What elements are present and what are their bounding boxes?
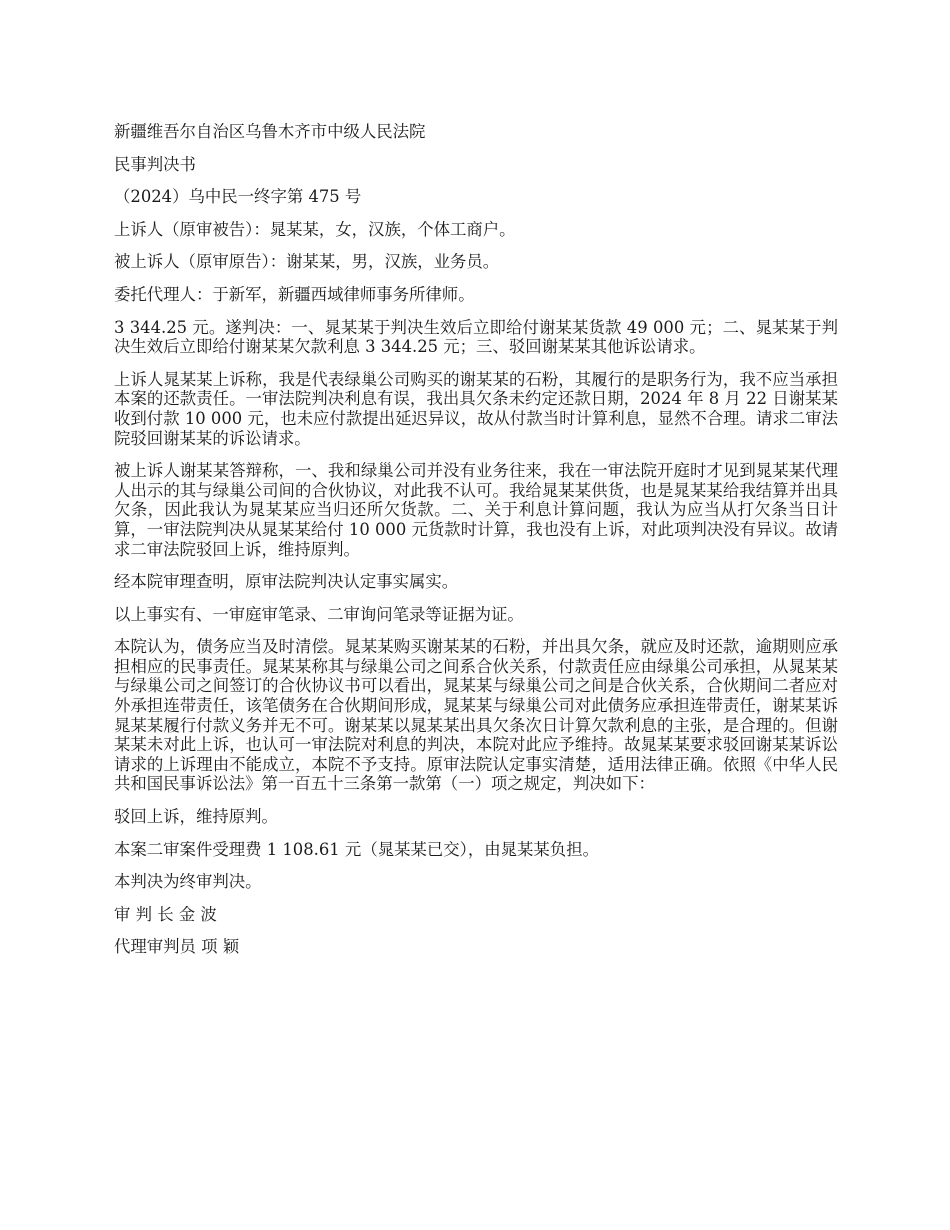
document-type: 民事判决书 <box>114 154 196 174</box>
court-fees: 本案二审案件受理费 1 108.61 元（晁某某已交），由晁某某负担。 <box>114 839 599 859</box>
first-instance-ruling: 3 344.25 元。遂判决：一、晁某某于判决生效后立即给付谢某某货款 49 000 元；二、晁某某于判决生效后立即给付谢某某欠款利息 3 344.25 元；三、驳回谢某某其他诉讼请求。 <box>114 317 838 357</box>
agent-info: 委托代理人：于新军，新疆西域律师事务所律师。 <box>114 284 475 304</box>
case-number: （2024）乌中民一终字第 475 号 <box>114 187 362 207</box>
facts-found: 经本院审理查明，原审法院判决认定事实属实。 <box>114 572 459 592</box>
appellee-info: 被上诉人（原审原告）：谢某某，男，汉族，业务员。 <box>114 252 500 272</box>
appellant-info: 上诉人（原审被告）：晁某某，女，汉族，个体工商户。 <box>114 219 516 239</box>
appellee-defense: 被上诉人谢某某答辩称，一、我和绿巢公司并没有业务往来，我在一审法院开庭时才见到晁某某代理人出示的其与绿巢公司间的合伙协议，对此我不认可。我给晁某某供货，也是晁某某给我结算并出具欠条，因此我认为晁某某应当归还所欠货款。二、关于利息计算问题，我认为应当从打欠条当日计算，一审法院判决从晁某某给付 10 000 元货款时计算，我也没有上诉，对此项判决没有异议。故请求二审法院驳回上诉，维持原判。 <box>114 461 838 559</box>
court-name: 新疆维吾尔自治区乌鲁木齐市中级人民法院 <box>114 122 426 141</box>
finality-statement: 本判决为终审判决。 <box>114 872 262 892</box>
acting-judge: 代理审判员 项 颖 <box>114 937 240 957</box>
evidence-statement: 以上事实有、一审庭审笔录、二审询问笔录等证据为证。 <box>114 604 524 624</box>
verdict: 驳回上诉，维持原判。 <box>114 807 278 827</box>
appellant-claim: 上诉人晁某某上诉称，我是代表绿巢公司购买的谢某某的石粉，其履行的是职务行为，我不应当承担本案的还款责任。一审法院判决利息有误，我出具欠条未约定还款日期，2024 年 8 月 22 日谢某某收到付款 10 000 元，也未应付款提出延迟异议，故从付款当时计算利息，显然不合理。请求二审法院驳回谢某某的诉讼请求。 <box>114 369 838 448</box>
presiding-judge: 审 判 长 金 波 <box>114 904 217 924</box>
court-opinion: 本院认为，债务应当及时清偿。晁某某购买谢某某的石粉，并出具欠条，就应及时还款，逾期则应承担相应的民事责任。晁某某称其与绿巢公司之间系合伙关系，付款责任应由绿巢公司承担，从晁某某与绿巢公司之间签订的合伙协议书可以看出，晁某某与绿巢公司之间是合伙关系，合伙期间二者应对外承担连带责任，该笔债务在合伙期间形成，晁某某与绿巢公司对此债务应承担连带责任，谢某某诉晁某某履行付款义务并无不可。谢某某以晁某某出具欠条次日计算欠款利息的主张，是合理的。但谢某某未对此上诉，也认可一审法院对利息的判决，本院对此应予维持。故晁某某要求驳回谢某某诉讼请求的上诉理由不能成立，本院不予支持。原审法院认定事实清楚，适用法律正确。依照《中华人民共和国民事诉讼法》第一百五十三条第一款第（一）项之规定，判决如下： <box>114 637 838 794</box>
